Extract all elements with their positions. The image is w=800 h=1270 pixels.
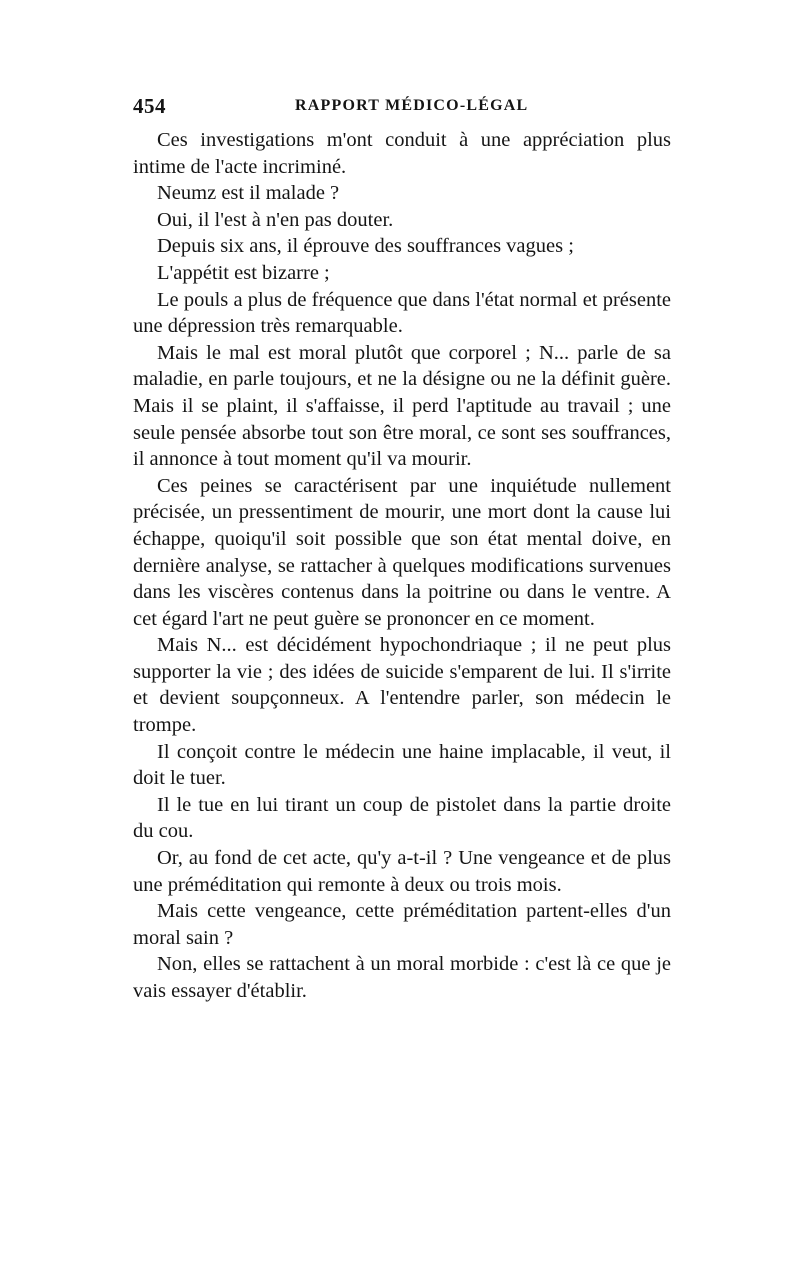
paragraph: L'appétit est bizarre ; <box>157 261 330 284</box>
paragraph: Ces investigations m'ont conduit à une appréciation plus intime de l'acte incriminé. <box>133 129 671 178</box>
paragraph: Mais le mal est moral plutôt que corporel ; N... parle de sa maladie, en parle toujours, et ne la désigne ou ne la définit guère. Mais il se plaint, il s'affaisse, il perd l'aptitude au travail ; une seule pensée absorbe tout son être moral, ce sont ses souffrances, il annonce à tout moment qu'il va mourir. <box>133 341 671 471</box>
paragraph: Il conçoit contre le médecin une haine implacable, il veut, il doit le tuer. <box>133 740 671 790</box>
paragraph: Il le tue en lui tirant un coup de pistolet dans la partie droite du cou. <box>133 793 671 843</box>
paragraph: Ces peines se caractérisent par une inquiétude nullement précisée, un pressentiment de mourir, une mort dont la cause lui échappe, quoiqu'il soit possible que son état mental doive, en dernière analyse, se rattacher à quelques modifications survenues dans les viscères contenus dans la poitrine ou dans le ventre. A cet égard l'art ne peut guère se prononcer en ce moment. <box>133 474 671 630</box>
page-number: 454 <box>133 94 166 118</box>
paragraph: Non, elles se rattachent à un moral morbide : c'est là ce que je vais essayer d'établir. <box>133 953 671 1002</box>
paragraph: Neumz est il malade ? <box>157 182 340 205</box>
paragraph: Mais N... est décidément hypochondriaque ; il ne peut plus supporter la vie ; des idées de suicide s'emparent de lui. Il s'irrite et devient soupçonneux. A l'entendre parler, son médecin le trompe. <box>133 634 671 737</box>
paragraph: Depuis six ans, il éprouve des souffrances vagues ; <box>157 235 574 258</box>
body-text <box>133 127 671 1005</box>
paragraph: Mais cette vengeance, cette préméditation partent-elles d'un moral sain ? <box>133 900 671 949</box>
running-head <box>133 94 669 120</box>
paragraph: Le pouls a plus de fréquence que dans l'état normal et présente une dépression très remarquable. <box>133 288 671 338</box>
paragraph: Or, au fond de cet acte, qu'y a-t-il ? Une vengeance et de plus une préméditation qui remonte à deux ou trois mois. <box>133 847 671 896</box>
running-title: RAPPORT MÉDICO-LÉGAL <box>295 97 529 114</box>
paragraph: Oui, il l'est à n'en pas douter. <box>157 208 394 231</box>
